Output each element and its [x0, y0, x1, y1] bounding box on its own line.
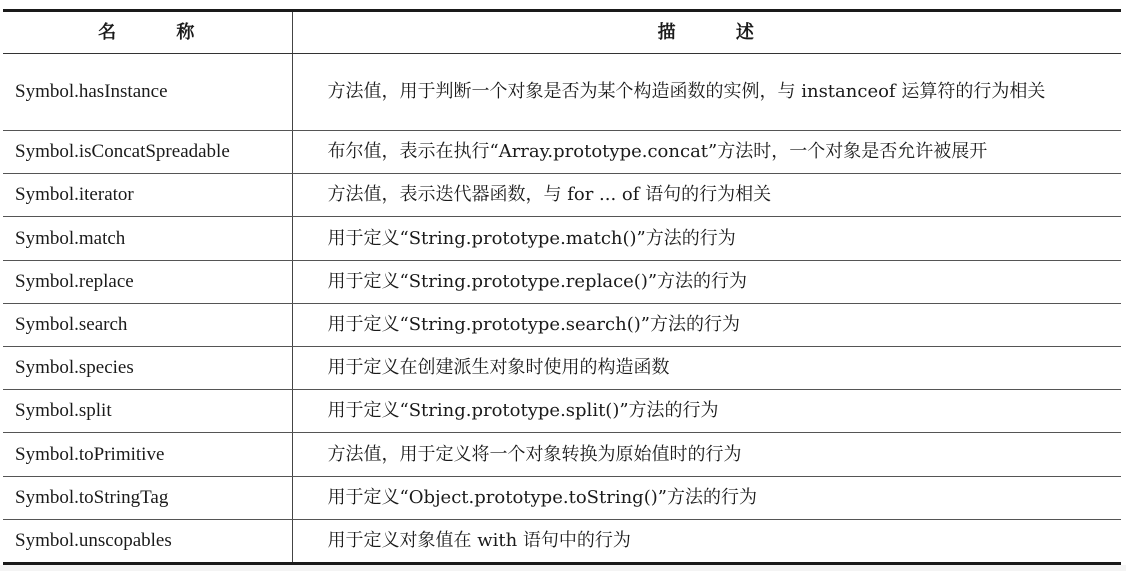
- table-header: [3, 12, 1121, 54]
- description-text: 用于定义“String.prototype.match()”方法的行为: [327, 227, 736, 249]
- well-known-symbols-table: [3, 12, 1121, 562]
- symbol-name-cell: Symbol.unscopables: [15, 529, 172, 551]
- top-cropped-caption-strip: [0, 0, 1126, 9]
- description-text: 用于定义“String.prototype.search()”方法的行为: [327, 313, 740, 335]
- description-text: 用于定义对象值在 with 语句中的行为: [327, 529, 631, 551]
- symbol-name-cell: Symbol.search: [3, 303, 292, 346]
- symbol-description-cell: [292, 390, 1121, 433]
- table-row: [3, 260, 1121, 303]
- symbol-name-cell: Symbol.hasInstance: [3, 54, 292, 131]
- description-text: 用于定义“String.prototype.replace()”方法的行为: [327, 270, 748, 292]
- table-row: [3, 174, 1121, 217]
- table-body: [3, 54, 1121, 563]
- symbol-description-cell: [292, 303, 1121, 346]
- table-row: [3, 476, 1121, 519]
- table-row: [3, 519, 1121, 562]
- bottom-cropped-strip: [0, 565, 1126, 571]
- description-text: 用于定义“Object.prototype.toString()”方法的行为: [327, 486, 757, 508]
- symbol-description-cell: [292, 174, 1121, 217]
- symbol-description-cell: [292, 217, 1121, 260]
- symbol-name-cell: Symbol.split: [3, 390, 292, 433]
- symbol-description-cell: [292, 131, 1121, 174]
- table-row: [3, 54, 1121, 131]
- table-row: [3, 303, 1121, 346]
- table-row: [3, 217, 1121, 260]
- symbol-name-cell: Symbol.species: [3, 347, 292, 390]
- column-header-description: 描 述: [292, 12, 1121, 54]
- description-text: 布尔值，表示在执行“Array.prototype.concat”方法时，一个对象是否允许被展开: [327, 141, 988, 163]
- table-row: [3, 131, 1121, 174]
- description-text: 用于定义在创建派生对象时使用的构造函数: [327, 357, 670, 379]
- symbol-name-cell: Symbol.toStringTag: [3, 476, 292, 519]
- table-row: [3, 347, 1121, 390]
- symbol-description-cell: [292, 476, 1121, 519]
- symbol-name-cell: Symbol.match: [3, 217, 292, 260]
- description-text: 方法值，表示迭代器函数，与 for ... of 语句的行为相关: [327, 184, 772, 206]
- symbol-name-cell: Symbol.isConcatSpreadable: [3, 131, 292, 174]
- symbol-description-cell: [292, 54, 1121, 131]
- table-row: [3, 390, 1121, 433]
- symbol-name-cell: Symbol.toPrimitive: [3, 433, 292, 476]
- column-header-name: 名 称: [3, 12, 292, 54]
- description-text: 方法值，用于判断一个对象是否为某个构造函数的实例，与 instanceof 运算符的行为相关: [327, 81, 1046, 103]
- description-text: 方法值，用于定义将一个对象转换为原始值时的行为: [327, 443, 742, 465]
- symbol-description-cell: [292, 347, 1121, 390]
- symbol-name-cell: Symbol.replace: [3, 260, 292, 303]
- description-text: 用于定义“String.prototype.split()”方法的行为: [327, 400, 719, 422]
- symbol-description-cell: [292, 260, 1121, 303]
- symbol-description-cell: [292, 519, 1121, 562]
- table-row: [3, 433, 1121, 476]
- symbol-name-cell: Symbol.iterator: [3, 174, 292, 217]
- symbol-table-container: [3, 9, 1121, 565]
- symbol-description-cell: [292, 433, 1121, 476]
- header-row: [3, 12, 1121, 54]
